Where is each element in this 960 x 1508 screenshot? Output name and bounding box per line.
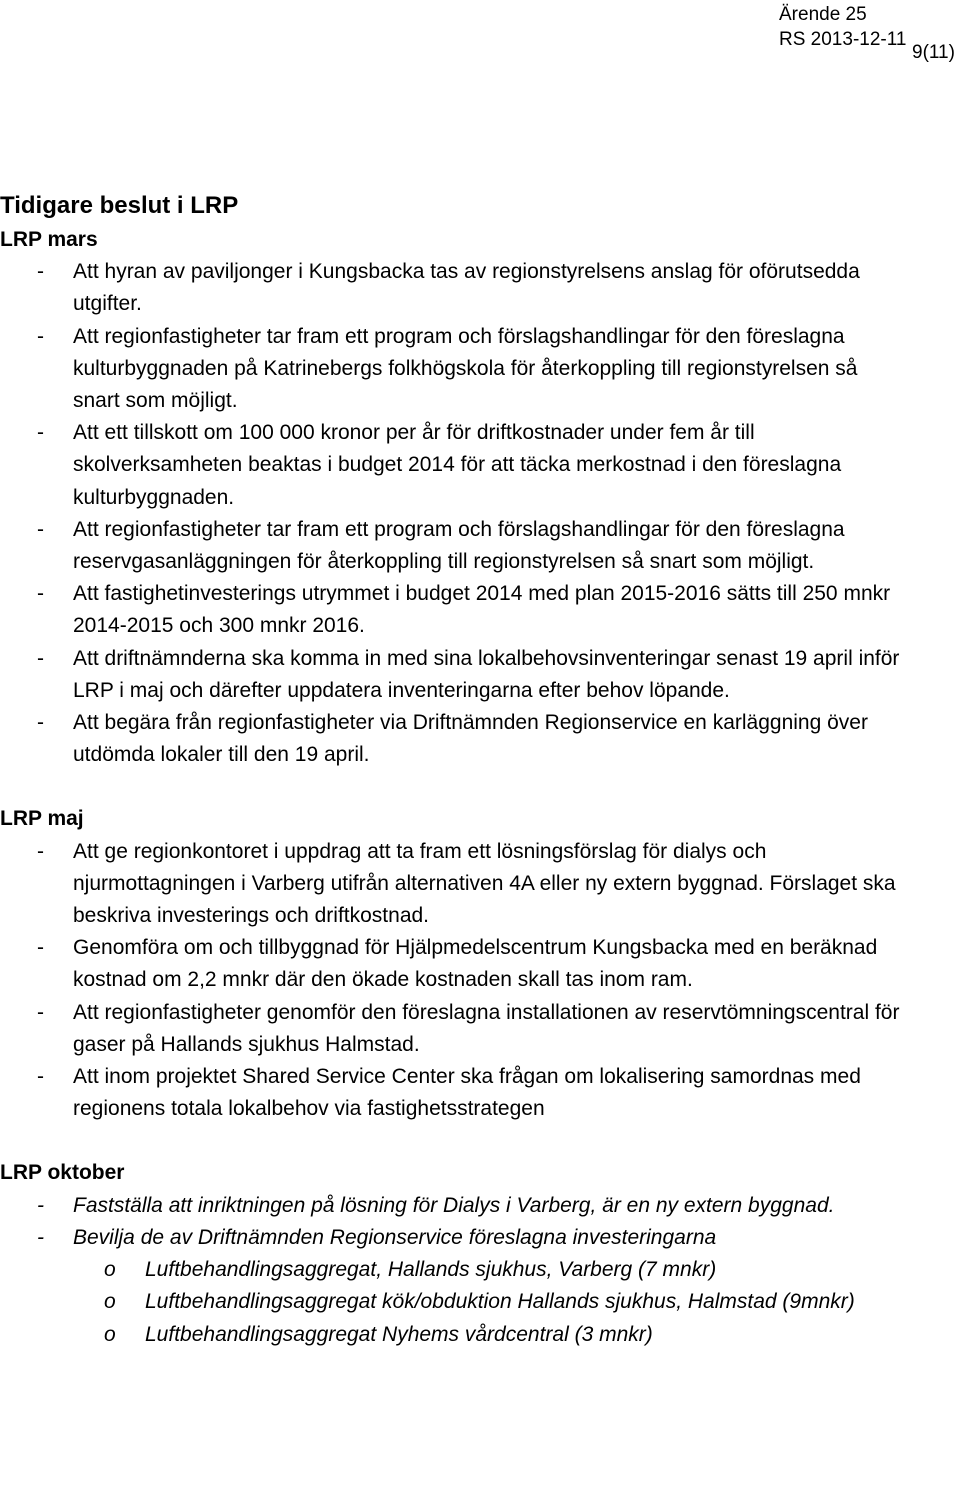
list-item: - Att begära från regionfastigheter via Driftnämnden Regionservice en karläggning över utdömda lokaler till den 19 april. (0, 707, 903, 771)
list-item: - Att fastighetinvesterings utrymmet i budget 2014 med plan 2015-2016 sätts till 250 mnkr 2014-2015 och 300 mnkr 2016. (0, 578, 903, 642)
section-heading-oktober: LRP oktober (0, 1161, 125, 1185)
dash-bullet: - (37, 582, 44, 606)
list-item: - Att ge regionkontoret i uppdrag att ta fram ett lösningsförslag för dialys och njurmottagningen i Varberg utifrån alternativen 4A eller ny extern byggnad. Förslaget ska beskriva investerings och driftkostnad. (0, 836, 903, 933)
dash-bullet: - (37, 1065, 44, 1089)
case-number: Ärende 25 (779, 4, 867, 25)
section-gap (0, 1125, 960, 1157)
dash-bullet: - (37, 324, 44, 348)
dash-bullet: - (37, 1000, 44, 1024)
list-item: - Att regionfastigheter tar fram ett program och förslagshandlingar för den föreslagna reservgasanläggningen för återkoppling till regionstyrelsen så snart som möjligt. (0, 514, 903, 578)
dash-bullet: - (37, 1193, 44, 1217)
dash-bullet: - (37, 839, 44, 863)
circle-bullet: o (104, 1322, 116, 1346)
meeting-date: RS 2013-12-11 (779, 29, 907, 50)
list-item: - Att driftnämnderna ska komma in med sina lokalbehovsinventeringar senast 19 april inför LRP i maj och därefter uppdatera inventeringarna efter behov löpande. (0, 643, 903, 707)
document-body (0, 188, 960, 1351)
sub-list-item: o Luftbehandlingsaggregat, Hallands sjukhus, Varberg (7 mnkr) (0, 1254, 905, 1286)
section-heading-mars: LRP mars (0, 228, 98, 251)
dash-bullet: - (37, 517, 44, 541)
dash-bullet: - (37, 646, 44, 670)
list-item: - Att inom projektet Shared Service Center ska frågan om lokalisering samordnas med regionens totala lokalbehov via fastighetsstrategen (0, 1061, 903, 1125)
section-gap (0, 771, 960, 803)
sub-list-item: o Luftbehandlingsaggregat Nyhems vårdcentral (3 mnkr) (0, 1319, 905, 1351)
sub-list-item: o Luftbehandlingsaggregat kök/obduktion Hallands sjukhus, Halmstad (9mnkr) (0, 1286, 905, 1318)
dash-bullet: - (37, 1225, 44, 1249)
list-item: - Fastställa att inriktningen på lösning för Dialys i Varberg, är en ny extern byggnad. (0, 1190, 903, 1222)
list-item: - Att regionfastigheter tar fram ett program och förslagshandlingar för den föreslagna kulturbyggnaden på Katrinebergs folkhögskola för återkoppling till regionstyrelsen så snart som möjligt. (0, 321, 903, 418)
dash-bullet: - (37, 260, 44, 284)
document-title: Tidigare beslut i LRP (0, 192, 239, 219)
list-item: - Bevilja de av Driftnämnden Regionservice föreslagna investeringarna (0, 1222, 903, 1254)
list-item: - Att hyran av paviljonger i Kungsbacka tas av regionstyrelsens anslag för oförutsedda utgifter. (0, 256, 903, 320)
circle-bullet: o (104, 1290, 116, 1314)
dash-bullet: - (37, 936, 44, 960)
page-number: 9(11) (912, 42, 955, 63)
dash-bullet: - (37, 711, 44, 735)
circle-bullet: o (104, 1258, 116, 1282)
dash-bullet: - (37, 421, 44, 445)
section-heading-maj: LRP maj (0, 807, 84, 831)
list-item: - Genomföra om och tillbyggnad för Hjälpmedelscentrum Kungsbacka med en beräknad kostnad om 2,2 mnkr där den ökade kostnaden skall tas inom ram. (0, 932, 903, 996)
list-item: - Att ett tillskott om 100 000 kronor per år för driftkostnader under fem år till skolverksamheten beaktas i budget 2014 för att täcka merkostnad i den föreslagna kulturbyggnaden. (0, 417, 903, 514)
list-item: - Att regionfastigheter genomför den föreslagna installationen av reservtömningscentral för gaser på Hallands sjukhus Halmstad. (0, 997, 903, 1061)
